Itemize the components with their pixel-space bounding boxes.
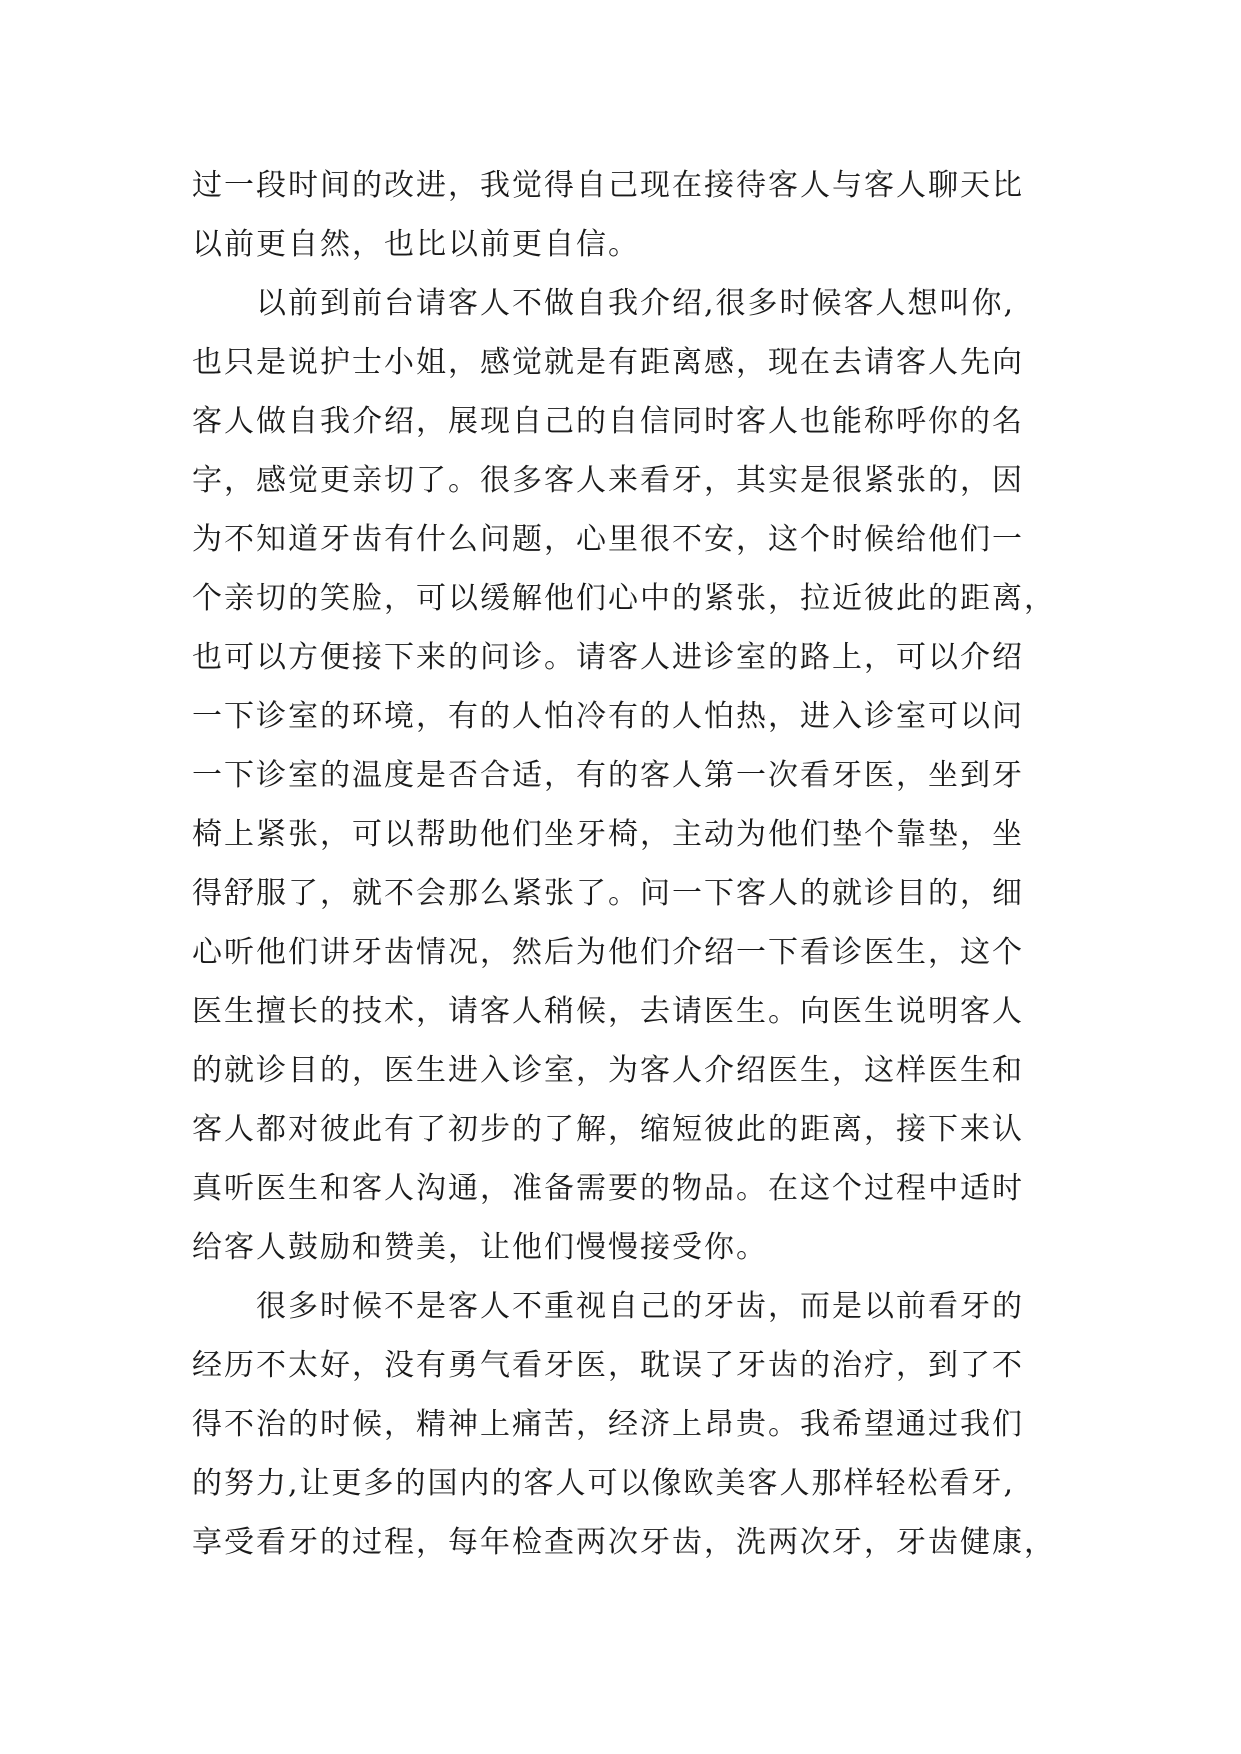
text-line: 医生擅长的技术，请客人稍候，去请医生。向医生说明客人 — [192, 994, 1024, 1029]
text-line: 给客人鼓励和赞美，让他们慢慢接受你。 — [192, 1230, 768, 1265]
text-line: 的就诊目的，医生进入诊室，为客人介绍医生，这样医生和 — [192, 1053, 1024, 1088]
paragraph-first-line: 很多时候不是客人不重视自己的牙齿，而是以前看牙的 — [256, 1289, 1024, 1324]
text-line: 一下诊室的温度是否合适，有的客人第一次看牙医，坐到牙 — [192, 758, 1024, 793]
text-line: 为不知道牙齿有什么问题，心里很不安，这个时候给他们一 — [192, 522, 1024, 557]
text-line: 的努力,让更多的国内的客人可以像欧美客人那样轻松看牙, — [192, 1466, 1016, 1501]
text-line: 字，感觉更亲切了。很多客人来看牙，其实是很紧张的，因 — [192, 463, 1024, 498]
text-line: 心听他们讲牙齿情况，然后为他们介绍一下看诊医生，这个 — [192, 935, 1024, 970]
text-line: 经历不太好，没有勇气看牙医，耽误了牙齿的治疗，到了不 — [192, 1348, 1024, 1383]
text-line: 得不治的时候，精神上痛苦，经济上昂贵。我希望通过我们 — [192, 1407, 1024, 1442]
text-line: 也可以方便接下来的问诊。请客人进诊室的路上，可以介绍 — [192, 640, 1024, 675]
text-line: 以前更自然，也比以前更自信。 — [192, 227, 640, 262]
text-line: 过一段时间的改进，我觉得自己现在接待客人与客人聊天比 — [192, 168, 1024, 203]
text-line: 椅上紧张，可以帮助他们坐牙椅，主动为他们垫个靠垫，坐 — [192, 817, 1024, 852]
text-line: 一下诊室的环境，有的人怕冷有的人怕热，进入诊室可以问 — [192, 699, 1024, 734]
text-line: 真听医生和客人沟通，准备需要的物品。在这个过程中适时 — [192, 1171, 1024, 1206]
text-line: 得舒服了，就不会那么紧张了。问一下客人的就诊目的，细 — [192, 876, 1024, 911]
body-text — [192, 156, 1092, 1572]
text-line: 客人做自我介绍，展现自己的自信同时客人也能称呼你的名 — [192, 404, 1024, 439]
text-line: 个亲切的笑脸，可以缓解他们心中的紧张，拉近彼此的距离， — [192, 581, 1056, 616]
paragraph-first-line: 以前到前台请客人不做自我介绍,很多时候客人想叫你, — [256, 286, 1016, 321]
text-line: 客人都对彼此有了初步的了解，缩短彼此的距离，接下来认 — [192, 1112, 1024, 1147]
text-line: 享受看牙的过程，每年检查两次牙齿，洗两次牙，牙齿健康， — [192, 1525, 1056, 1560]
text-line: 也只是说护士小姐，感觉就是有距离感，现在去请客人先向 — [192, 345, 1024, 380]
